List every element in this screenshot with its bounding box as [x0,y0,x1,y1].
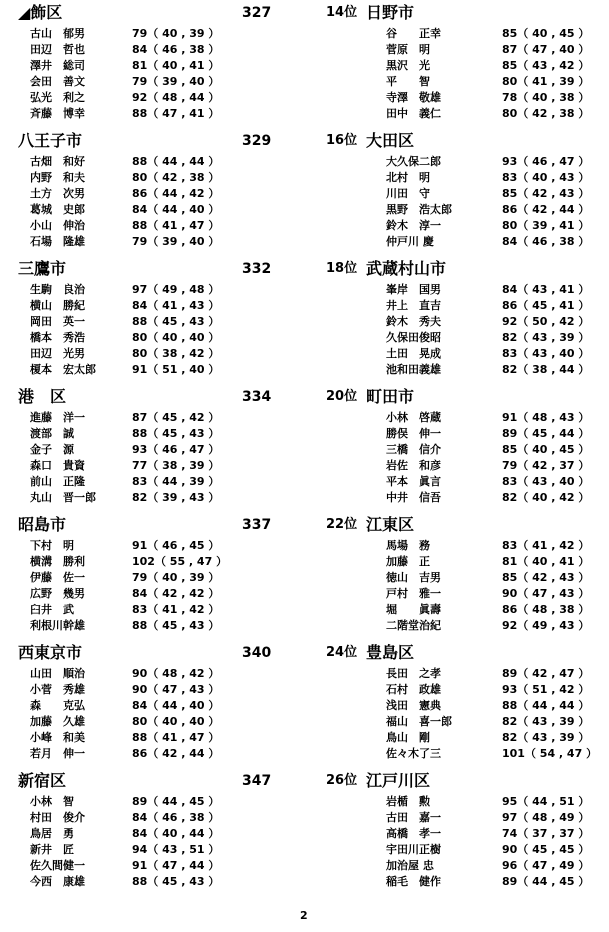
team-block [18,4,308,124]
team-name: 三鷹市 [18,259,67,278]
player-name: 金子 源 [30,443,74,456]
team-block [18,772,308,892]
team-name: 新宿区 [18,771,67,790]
player-score: 85（ 40 , 45 ） [502,27,590,40]
player-name: 長田 之孝 [386,667,441,680]
player-score: 78（ 40 , 38 ） [502,91,590,104]
player-name: 古山 郁男 [30,27,85,40]
player-name: 北村 明 [386,171,430,184]
player-score: 102（ 55 , 47 ） [132,555,228,568]
player-score: 90（ 47 , 43 ） [502,587,590,600]
team-total: 337 [242,517,272,533]
player-name: 三橋 信介 [386,443,441,456]
player-name: 宇田川正樹 [386,843,441,856]
player-name: 利根川幹雄 [30,619,85,632]
team-rank: 14位 [326,5,358,20]
player-score: 95（ 44 , 51 ） [502,795,590,808]
team-rank: 18位 [326,261,358,276]
player-name: 加藤 正 [386,555,430,568]
player-score: 79（ 42 , 37 ） [502,459,590,472]
team-block [326,772,596,892]
player-score: 101（ 54 , 47 ） [502,747,598,760]
player-name: 新井 匠 [30,843,74,856]
player-score: 86（ 48 , 38 ） [502,603,590,616]
player-score: 91（ 51 , 40 ） [132,363,220,376]
player-name: 平本 眞言 [386,475,441,488]
player-score: 84（ 44 , 40 ） [132,699,220,712]
player-name: 岩佐 和彦 [386,459,441,472]
player-score: 80（ 40 , 40 ） [132,715,220,728]
player-score: 82（ 38 , 44 ） [502,363,590,376]
team-rank: 26位 [326,773,358,788]
player-name: 徳山 吉男 [386,571,441,584]
player-score: 83（ 43 , 40 ） [502,347,590,360]
team-total: 334 [242,389,272,405]
player-score: 89（ 45 , 44 ） [502,427,590,440]
player-score: 92（ 50 , 42 ） [502,315,590,328]
team-total: 329 [242,133,272,149]
player-name: 岡田 英一 [30,315,85,328]
player-name: 内野 和夫 [30,171,85,184]
player-name: 菅原 明 [386,43,430,56]
team-total: 332 [242,261,272,277]
player-name: 渡部 誠 [30,427,74,440]
player-name: 古田 嘉一 [386,811,441,824]
player-name: 谷 正幸 [386,27,441,40]
player-score: 86（ 42 , 44 ） [132,747,220,760]
player-score: 82（ 39 , 43 ） [132,491,220,504]
player-name: 寺澤 敬雄 [386,91,441,104]
team-block [18,516,308,636]
player-name: 村田 俊介 [30,811,85,824]
player-name: 浅田 憲典 [386,699,441,712]
player-score: 79（ 39 , 40 ） [132,75,220,88]
team-block [18,644,308,764]
team-block [326,132,596,252]
player-score: 92（ 48 , 44 ） [132,91,220,104]
player-score: 77（ 38 , 39 ） [132,459,220,472]
player-score: 85（ 40 , 45 ） [502,443,590,456]
player-name: 小山 伸治 [30,219,85,232]
player-score: 83（ 44 , 39 ） [132,475,220,488]
team-block [326,4,596,124]
player-name: 若月 伸一 [30,747,85,760]
player-name: 黒沢 光 [386,59,430,72]
team-rank: 16位 [326,133,358,148]
player-score: 96（ 47 , 49 ） [502,859,590,872]
team-block [18,132,308,252]
player-name: 高橋 孝一 [386,827,441,840]
team-name: 江東区 [366,515,415,534]
player-score: 87（ 47 , 40 ） [502,43,590,56]
player-score: 80（ 42 , 38 ） [132,171,220,184]
player-score: 84（ 43 , 41 ） [502,283,590,296]
player-name: 井上 直吉 [386,299,441,312]
player-name: 横溝 勝利 [30,555,85,568]
player-score: 84（ 44 , 40 ） [132,203,220,216]
player-score: 97（ 49 , 48 ） [132,283,220,296]
team-name: 八王子市 [18,131,83,150]
player-score: 88（ 41 , 47 ） [132,219,220,232]
player-name: 馬場 務 [386,539,430,552]
team-name: 西東京市 [18,643,83,662]
team-total: 327 [242,5,272,21]
player-name: 進藤 洋一 [30,411,85,424]
player-name: 森口 貴資 [30,459,85,472]
player-score: 97（ 48 , 49 ） [502,811,590,824]
team-name: 江戸川区 [366,771,431,790]
team-block [326,388,596,508]
player-name: 勝俣 伸一 [386,427,441,440]
team-block [326,516,596,636]
player-score: 89（ 44 , 45 ） [132,795,220,808]
player-score: 74（ 37 , 37 ） [502,827,590,840]
player-score: 88（ 45 , 43 ） [132,427,220,440]
team-block [18,388,308,508]
player-score: 89（ 44 , 45 ） [502,875,590,888]
player-score: 88（ 45 , 43 ） [132,315,220,328]
player-score: 84（ 41 , 43 ） [132,299,220,312]
player-score: 84（ 46 , 38 ） [502,235,590,248]
player-score: 84（ 42 , 42 ） [132,587,220,600]
player-name: 斉藤 博幸 [30,107,85,120]
team-name: 町田市 [366,387,415,406]
player-name: 中井 信吾 [386,491,441,504]
player-name: 峯岸 国男 [386,283,441,296]
player-score: 80（ 42 , 38 ） [502,107,590,120]
player-score: 80（ 41 , 39 ） [502,75,590,88]
player-name: 弘光 利之 [30,91,85,104]
player-score: 91（ 46 , 45 ） [132,539,220,552]
player-score: 82（ 43 , 39 ） [502,331,590,344]
player-score: 79（ 39 , 40 ） [132,235,220,248]
player-name: 広野 幾男 [30,587,85,600]
player-name: 二階堂治紀 [386,619,441,632]
player-score: 83（ 41 , 42 ） [132,603,220,616]
player-name: 前山 正隆 [30,475,85,488]
player-name: 平 智 [386,75,430,88]
player-name: 澤井 総司 [30,59,85,72]
player-name: 仲戸川 慶 [386,235,434,248]
player-score: 88（ 45 , 43 ） [132,875,220,888]
player-score: 85（ 43 , 42 ） [502,59,590,72]
player-name: 臼井 武 [30,603,74,616]
player-score: 79（ 40 , 39 ） [132,571,220,584]
player-name: 葛城 史郎 [30,203,85,216]
player-name: 小峰 和美 [30,731,85,744]
team-name: 昭島市 [18,515,67,534]
player-name: 土方 次男 [30,187,85,200]
player-name: 小林 啓蔵 [386,411,441,424]
player-score: 84（ 46 , 38 ） [132,43,220,56]
player-score: 90（ 47 , 43 ） [132,683,220,696]
player-name: 加治屋 忠 [386,859,434,872]
player-name: 山田 順治 [30,667,85,680]
player-score: 90（ 48 , 42 ） [132,667,220,680]
player-name: 鳥居 勇 [30,827,74,840]
player-name: 丸山 晋一郎 [30,491,96,504]
player-name: 加藤 久雄 [30,715,85,728]
player-score: 86（ 42 , 44 ） [502,203,590,216]
team-name: 日野市 [366,3,415,22]
player-name: 池和田義雄 [386,363,441,376]
player-score: 82（ 43 , 39 ） [502,731,590,744]
player-name: 佐々木了三 [386,747,441,760]
page-number: 2 [300,909,308,922]
player-name: 佐久間健一 [30,859,85,872]
player-name: 田中 義仁 [386,107,441,120]
player-name: 会田 善文 [30,75,85,88]
player-score: 79（ 40 , 39 ） [132,27,220,40]
player-name: 福山 喜一郎 [386,715,452,728]
player-score: 88（ 47 , 41 ） [132,107,220,120]
player-score: 84（ 40 , 44 ） [132,827,220,840]
player-score: 83（ 43 , 40 ） [502,475,590,488]
player-score: 80（ 40 , 40 ） [132,331,220,344]
player-name: 鈴木 淳一 [386,219,441,232]
player-name: 横山 勝紀 [30,299,85,312]
player-score: 93（ 46 , 47 ） [132,443,220,456]
player-name: 戸村 雅一 [386,587,441,600]
team-name: ◢飾区 [18,3,63,22]
player-name: 土田 晃成 [386,347,441,360]
team-rank: 24位 [326,645,358,660]
player-score: 82（ 43 , 39 ） [502,715,590,728]
player-score: 81（ 40 , 41 ） [132,59,220,72]
team-block [326,260,596,380]
player-score: 88（ 44 , 44 ） [132,155,220,168]
player-name: 田辺 光男 [30,347,85,360]
player-score: 86（ 45 , 41 ） [502,299,590,312]
team-name: 豊島区 [366,643,415,662]
player-score: 85（ 42 , 43 ） [502,571,590,584]
team-name: 武蔵村山市 [366,259,447,278]
player-score: 81（ 40 , 41 ） [502,555,590,568]
team-total: 347 [242,773,272,789]
player-name: 伊藤 佐一 [30,571,85,584]
player-name: 森 克弘 [30,699,85,712]
player-name: 小林 智 [30,795,74,808]
player-name: 稲毛 健作 [386,875,441,888]
player-score: 88（ 41 , 47 ） [132,731,220,744]
player-score: 83（ 41 , 42 ） [502,539,590,552]
team-name: 大田区 [366,131,415,150]
player-name: 堀 眞壽 [386,603,441,616]
team-rank: 20位 [326,389,358,404]
team-total: 340 [242,645,272,661]
player-score: 88（ 44 , 44 ） [502,699,590,712]
player-score: 80（ 38 , 42 ） [132,347,220,360]
player-name: 橋本 秀浩 [30,331,85,344]
player-name: 大久保二郎 [386,155,441,168]
player-score: 84（ 46 , 38 ） [132,811,220,824]
player-name: 岩楯 勲 [386,795,430,808]
player-score: 88（ 45 , 43 ） [132,619,220,632]
player-name: 榎本 宏太郎 [30,363,96,376]
player-name: 下村 明 [30,539,74,552]
player-name: 小菅 秀雄 [30,683,85,696]
player-name: 石村 政雄 [386,683,441,696]
player-name: 鈴木 秀夫 [386,315,441,328]
player-name: 田辺 哲也 [30,43,85,56]
team-block [326,644,596,764]
player-name: 古畑 和好 [30,155,85,168]
player-score: 91（ 47 , 44 ） [132,859,220,872]
player-score: 91（ 48 , 43 ） [502,411,590,424]
player-score: 92（ 49 , 43 ） [502,619,590,632]
player-name: 生駒 良治 [30,283,85,296]
player-score: 89（ 42 , 47 ） [502,667,590,680]
player-score: 93（ 46 , 47 ） [502,155,590,168]
player-score: 87（ 45 , 42 ） [132,411,220,424]
player-score: 80（ 39 , 41 ） [502,219,590,232]
player-score: 85（ 42 , 43 ） [502,187,590,200]
player-name: 川田 守 [386,187,430,200]
player-score: 90（ 45 , 45 ） [502,843,590,856]
team-name: 港 区 [18,387,67,406]
player-name: 久保田俊昭 [386,331,441,344]
player-name: 石場 隆雄 [30,235,85,248]
player-name: 鳥山 剛 [386,731,430,744]
player-score: 82（ 40 , 42 ） [502,491,590,504]
player-score: 93（ 51 , 42 ） [502,683,590,696]
player-score: 94（ 43 , 51 ） [132,843,220,856]
team-block [18,260,308,380]
player-name: 黒野 浩太郎 [386,203,452,216]
player-score: 86（ 44 , 42 ） [132,187,220,200]
player-name: 今西 康雄 [30,875,85,888]
player-score: 83（ 40 , 43 ） [502,171,590,184]
team-rank: 22位 [326,517,358,532]
